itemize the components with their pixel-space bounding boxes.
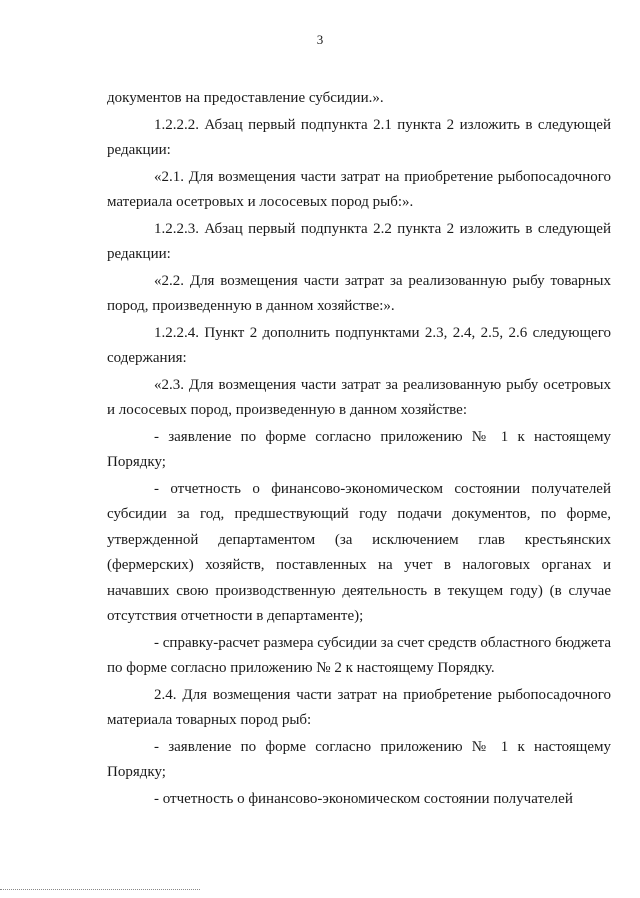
list-item: - заявление по форме согласно приложению № 1 к настоящему Порядку; [107, 428, 611, 470]
paragraph: документов на предоставление субсидии.». [107, 90, 384, 106]
list-item: - отчетность о финансово-экономическом состоянии получателей субсидии за год, предшествующий году подачи документов, по форме, утвержденной департаментом (за исключением глав крестьянских (фермерских) хозяйств, поставленных на учет в налоговых органах и начавших свою производственную деятельность в текущем году) (в случае отсутствия отчетности в департаменте); [107, 480, 611, 624]
paragraph: «2.2. Для возмещения части затрат за реализованную рыбу товарных пород, произведенную в данном хозяйстве:». [107, 272, 611, 314]
list-item: - справку-расчет размера субсидии за счет средств областного бюджета по форме согласно приложению № 2 к настоящему Порядку. [107, 634, 611, 676]
list-item: - заявление по форме согласно приложению № 1 к настоящему Порядку; [107, 738, 611, 780]
paragraph: 1.2.2.3. Абзац первый подпункта 2.2 пункта 2 изложить в следующей редакции: [107, 220, 611, 262]
scan-artifact-line [0, 889, 200, 890]
paragraph: 1.2.2.2. Абзац первый подпункта 2.1 пункта 2 изложить в следующей редакции: [107, 116, 611, 158]
document-body [107, 86, 611, 812]
list-item: - отчетность о финансово-экономическом состоянии получателей [154, 790, 573, 807]
paragraph: «2.3. Для возмещения части затрат за реализованную рыбу осетровых и лососевых пород, произведенную в данном хозяйстве: [107, 376, 611, 418]
paragraph: «2.1. Для возмещения части затрат на приобретение рыбопосадочного материала осетровых и лососевых пород рыб:». [107, 168, 611, 210]
paragraph: 2.4. Для возмещения части затрат на приобретение рыбопосадочного материала товарных пород рыб: [107, 686, 611, 728]
paragraph: 1.2.2.4. Пункт 2 дополнить подпунктами 2.3, 2.4, 2.5, 2.6 следующего содержания: [107, 324, 611, 366]
page-number: 3 [316, 32, 324, 47]
